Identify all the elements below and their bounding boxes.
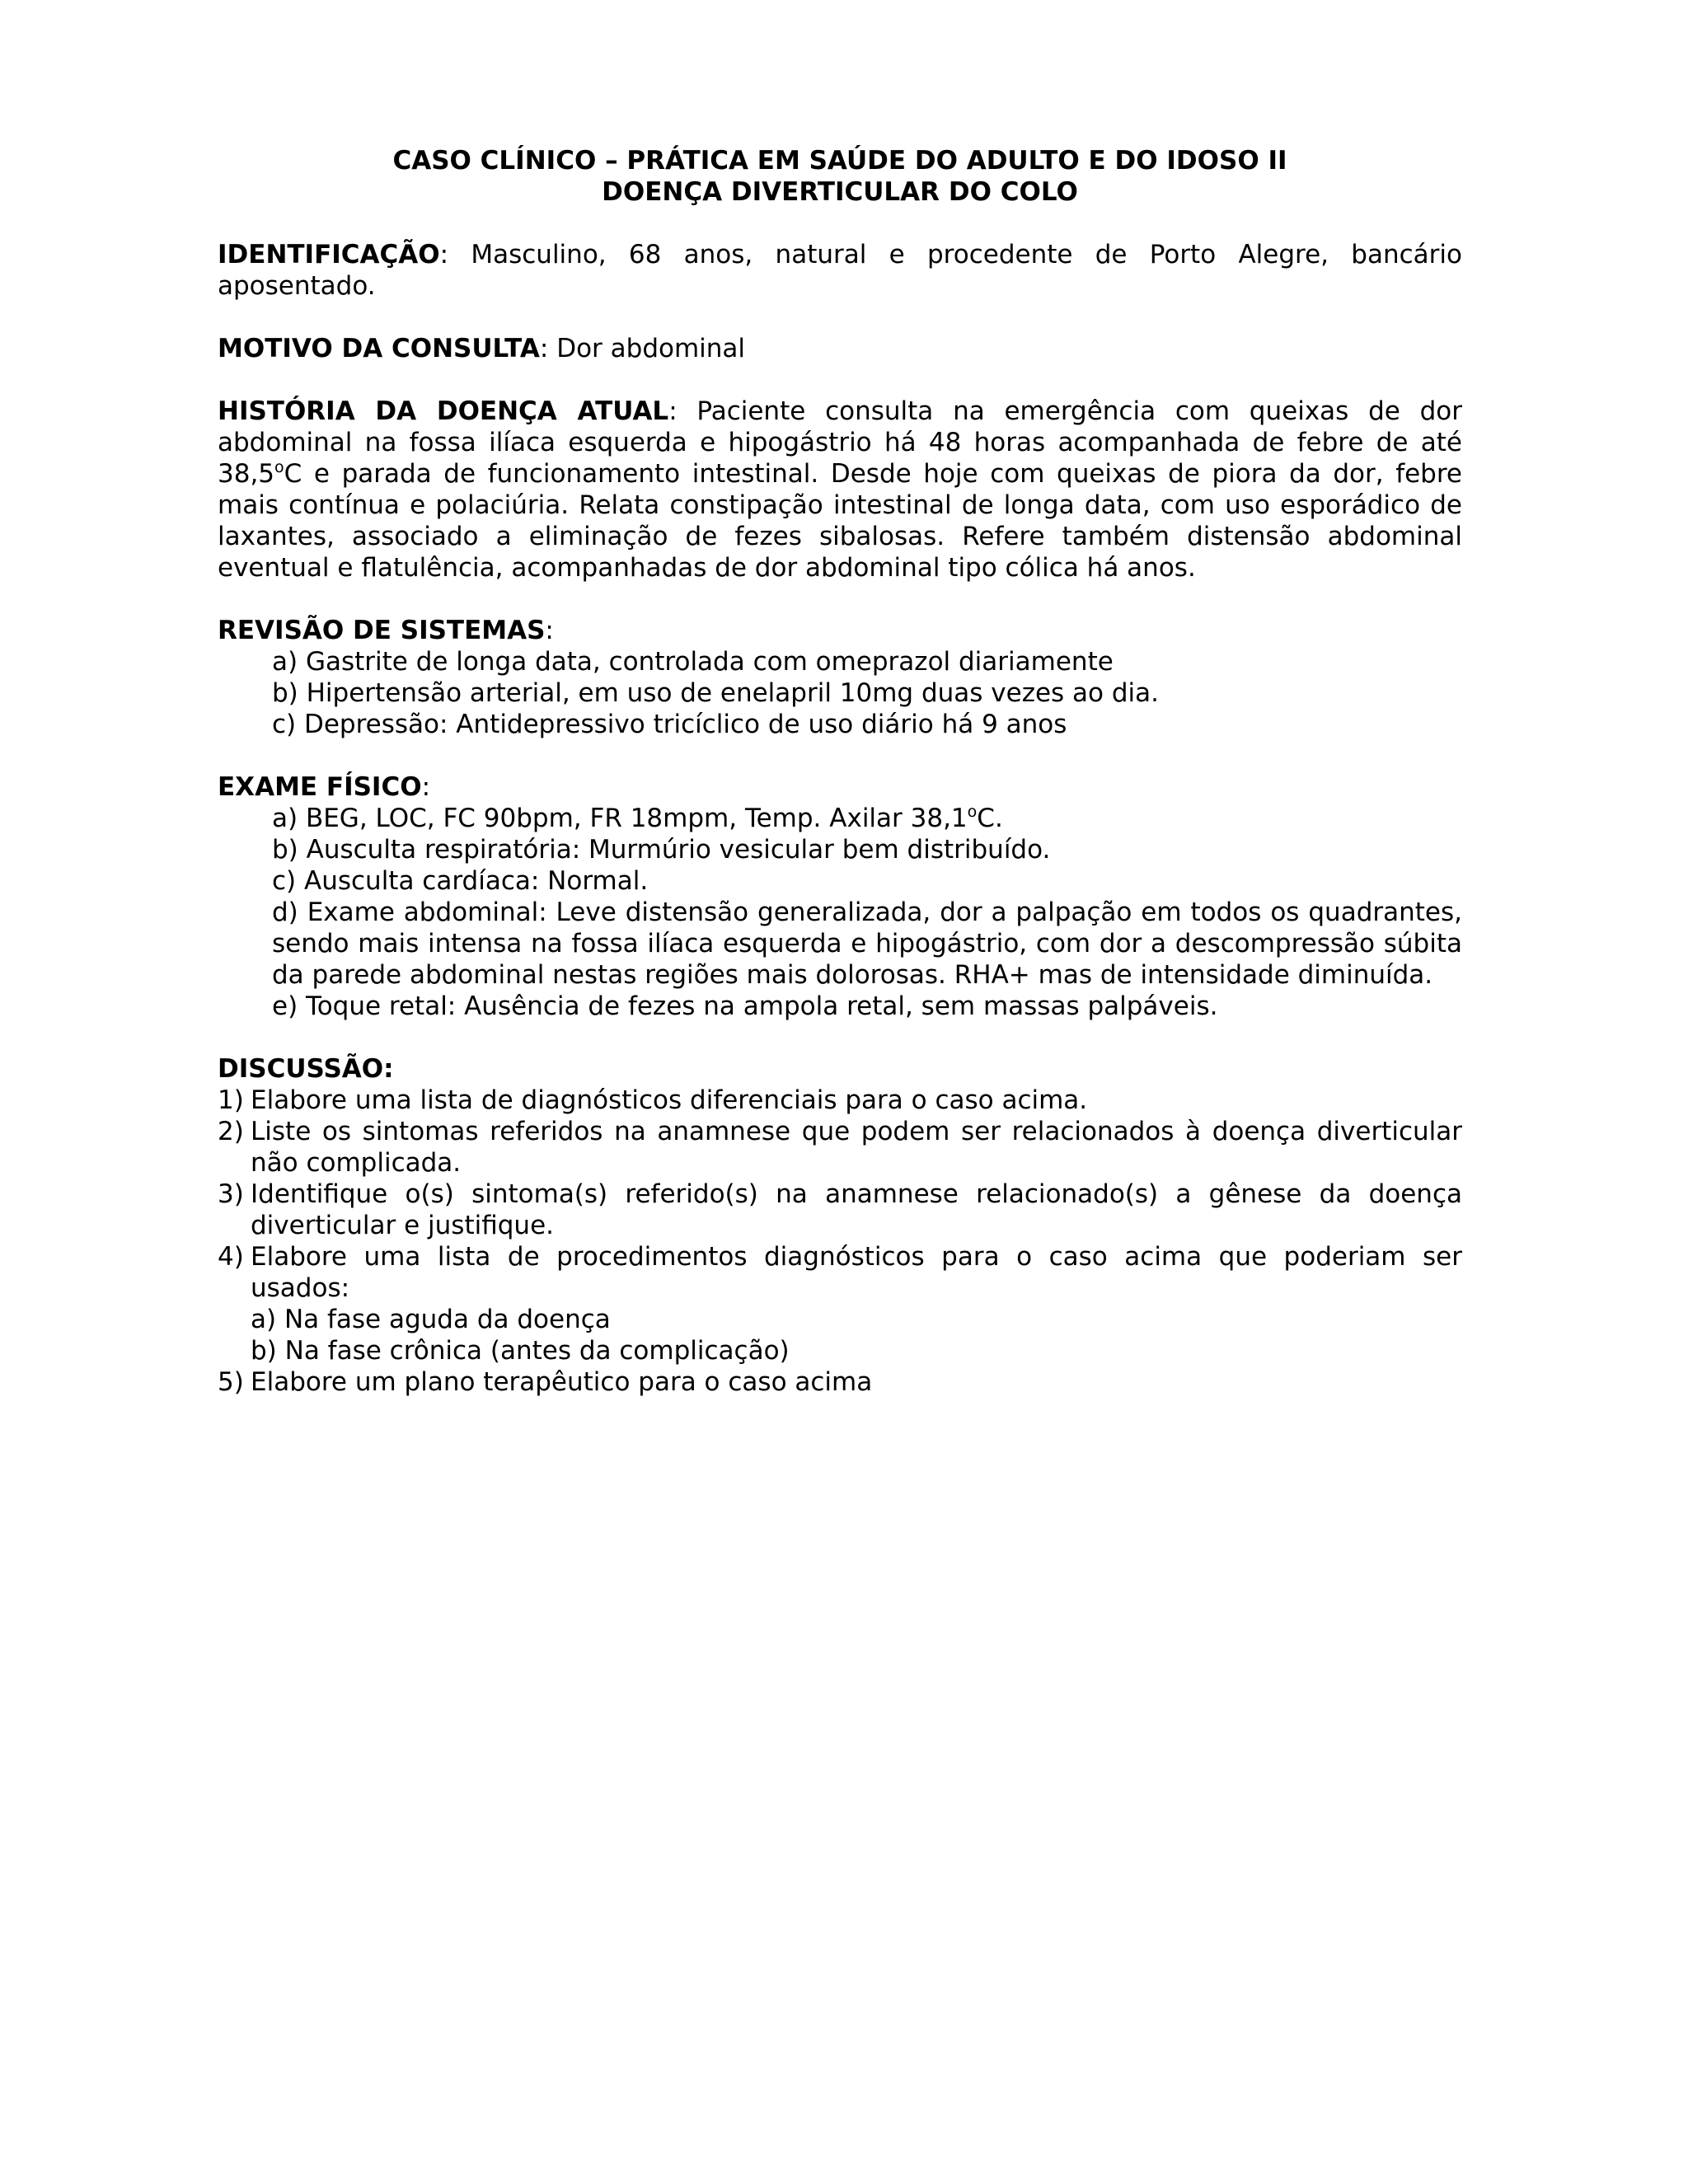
discussao-subitem: a) Na fase aguda da doença xyxy=(251,1305,611,1334)
section-motivo xyxy=(218,333,1462,364)
document-page xyxy=(218,145,1462,1398)
historia-text-part1: Paciente consulta na emergência com queixas de dor abdominal na fossa ilíaca esquerda e hipogástrio há 48 horas acompanhada de febre de até 38,5 xyxy=(218,396,1462,489)
discussao-list xyxy=(218,1085,1462,1398)
discussao-item-number: 3) xyxy=(218,1179,244,1209)
discussao-item-text: Identifique o(s) sintoma(s) referido(s) na anamnese relacionado(s) a gênese da doença diverticular e justifique. xyxy=(251,1179,1462,1240)
discussao-item-number: 1) xyxy=(218,1085,244,1115)
exame-degree-sign: o xyxy=(967,803,978,821)
exame-item-e: e) Toque retal: Ausência de fezes na ampola retal, sem massas palpáveis. xyxy=(272,991,1218,1021)
historia-label: HISTÓRIA DA DOENÇA ATUAL xyxy=(218,396,669,426)
exame-item-b: b) Ausculta respiratória: Murmúrio vesicular bem distribuído. xyxy=(272,835,1051,865)
discussao-item xyxy=(218,1241,1462,1366)
section-discussao xyxy=(218,1053,1462,1398)
discussao-item-number: 2) xyxy=(218,1117,244,1146)
historia-paragraph: HISTÓRIA DA DOENÇA ATUAL: Paciente consulta na emergência com queixas de dor abdominal na fossa ilíaca esquerda e hipogástrio há 48 horas acompanhada de febre de até 38,5$^o$C e parada de funcionamento intestinal. Desde hoje com queixas de piora da dor, febre mais contínua e polaciúria. Relata constipação intestinal de longa data, com uso esporádico de laxantes, associado a eliminação de fezes sibalosas. Refere também distensão abdominal eventual e flatulência, acompanhadas de dor abdominal tipo cólica há anos. xyxy=(218,396,1462,583)
exame-item-d: d) Exame abdominal: Leve distensão generalizada, dor a palpação em todos os quadrantes, sendo mais intensa na fossa ilíaca esquerda e hipogástrio, com dor a descompressão súbita da parede abdominal nestas regiões mais dolorosas. RHA+ mas de intensidade diminuída. xyxy=(272,898,1462,990)
discussao-item-text: Liste os sintomas referidos na anamnese que podem ser relacionados à doença diverticular não complicada. xyxy=(251,1117,1462,1178)
historia-degree-sign: o xyxy=(274,458,284,476)
revisao-heading: REVISÃO DE SISTEMAS: xyxy=(218,616,554,645)
revisao-label: REVISÃO DE SISTEMAS xyxy=(218,616,546,645)
revisao-item: a) Gastrite de longa data, controlada com omeprazol diariamente xyxy=(272,647,1114,677)
revisao-list xyxy=(272,646,1462,740)
section-historia xyxy=(218,396,1462,583)
discussao-item-text: Elabore uma lista de diagnósticos diferenciais para o caso acima. xyxy=(251,1085,1088,1115)
discussao-heading xyxy=(218,1053,1462,1085)
motivo-paragraph: MOTIVO DA CONSULTA: Dor abdominal xyxy=(218,334,746,363)
section-identificacao xyxy=(218,239,1462,302)
discussao-item xyxy=(218,1116,1462,1179)
revisao-item: c) Depressão: Antidepressivo tricíclico de uso diário há 9 anos xyxy=(272,710,1067,739)
exame-heading: EXAME FÍSICO: xyxy=(218,772,431,802)
discussao-item-body xyxy=(251,1241,1462,1366)
exame-label: EXAME FÍSICO xyxy=(218,772,422,802)
discussao-item-text: Elabore um plano terapêutico para o caso acima xyxy=(251,1367,873,1397)
revisao-item: b) Hipertensão arterial, em uso de enelapril 10mg duas vezes ao dia. xyxy=(272,678,1160,708)
motivo-text: Dor abdominal xyxy=(556,334,746,363)
discussao-item xyxy=(218,1366,1462,1398)
exame-item-a-unit: C. xyxy=(977,804,1003,833)
identificacao-text: Masculino, 68 anos, natural e procedente de Porto Alegre, bancário aposentado. xyxy=(218,240,1462,301)
discussao-subitem: b) Na fase crônica (antes da complicação) xyxy=(251,1336,790,1366)
identificacao-paragraph: IDENTIFICAÇÃO: Masculino, 68 anos, natural e procedente de Porto Alegre, bancário aposentado. xyxy=(218,240,1462,301)
exame-item-a-text: a) BEG, LOC, FC 90bpm, FR 18mpm, Temp. Axilar 38,1 xyxy=(272,804,968,833)
section-revisao xyxy=(218,615,1462,740)
discussao-item-number: 4) xyxy=(218,1242,244,1272)
document-title-line1: CASO CLÍNICO – PRÁTICA EM SAÚDE DO ADULTO E DO IDOSO II xyxy=(392,146,1287,176)
identificacao-label: IDENTIFICAÇÃO xyxy=(218,240,440,269)
discussao-item xyxy=(218,1085,1462,1116)
discussao-label: DISCUSSÃO: xyxy=(218,1054,394,1084)
discussao-item-text: Elabore uma lista de procedimentos diagnósticos para o caso acima que poderiam ser usados: xyxy=(251,1242,1462,1303)
discussao-item-number: 5) xyxy=(218,1367,244,1397)
exame-item-a xyxy=(272,803,1462,834)
document-title-line2: DOENÇA DIVERTICULAR DO COLO xyxy=(602,177,1078,207)
discussao-item xyxy=(218,1179,1462,1241)
exame-item-c: c) Ausculta cardíaca: Normal. xyxy=(272,866,649,896)
section-exame xyxy=(218,771,1462,1022)
motivo-label: MOTIVO DA CONSULTA xyxy=(218,334,540,363)
exame-list xyxy=(272,803,1462,1022)
historia-text-part2: C e parada de funcionamento intestinal. Desde hoje com queixas de piora da dor, febre mais contínua e polaciúria. Relata constipação intestinal de longa data, com uso esporádico de laxantes, associado a eliminação de fezes sibalosas. Refere também distensão abdominal eventual e flatulência, acompanhadas de dor abdominal tipo cólica há anos. xyxy=(218,459,1462,583)
